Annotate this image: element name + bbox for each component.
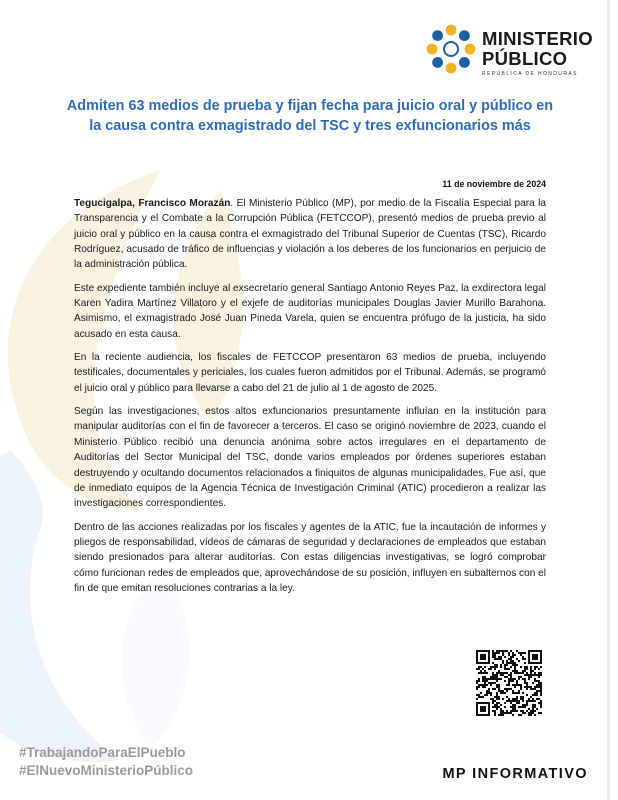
qr-code-icon[interactable] xyxy=(476,650,542,716)
body-paragraph: Según las investigaciones, estos altos exfuncionarios presuntamente influían en la institución para manipular auditorías con el fin de favorecer a terceros. El caso se originó noviembre de 2023, cuando el Ministerio Público recibió una denuncia anónima sobre actos irregulares en el departamento de Auditorías del Sector Municipal del TSC, donde varios empleados por órdenes superiores estaban destruyendo y ocultando documentos relacionados a finiquitos de algunas municipalidades. Fue así, que de inmediato equipos de la Agencia Técnica de Investigación Criminal (ATIC) procedieron a realizar las investigaciones correspondientes. xyxy=(74,406,546,510)
lead-paragraph xyxy=(74,196,546,273)
hashtag-trabajando: #TrabajandoParaElPueblo xyxy=(19,745,186,760)
page-edge-line xyxy=(607,0,610,800)
footer-brand: MP INFORMATIVO xyxy=(442,766,588,782)
hashtags xyxy=(19,744,193,780)
article-body xyxy=(74,196,546,604)
body-paragraph: Este expediente también incluye al exsecretario general Santiago Antonio Reyes Paz, la exdirectora legal Karen Yadira Martínez Villatoro y el exjefe de auditorías municipales Douglas Javier Murillo Barahona. Asimismo, el exmagistrado José Juan Pineda Varela, quien se encuentra prófugo de la justicia, ha sido acusado en esta causa. xyxy=(74,282,546,340)
body-paragraph: En la reciente audiencia, los fiscales de FETCCOP presentaron 63 medios de prueba, incluyendo testificales, documentales y periciales, los cuales fueron admitidos por el Tribunal. Además, se programó el juicio oral y público para llevarse a cabo del 21 de julio al 1 de agosto de 2025. xyxy=(74,352,546,394)
ministerio-publico-emblem-icon xyxy=(424,22,478,76)
logo-title-line2: PÚBLICO xyxy=(482,48,568,69)
lead-text: . El Ministerio Público (MP), por medio de la Fiscalía Especial para la Transparencia y el Combate a la Corrupción Pública (FETCCOP), presentó medios de prueba previo al juicio oral y público en la causa contra el exmagistrado del Tribunal Superior de Cuentas (TSC), Ricardo Rodríguez, acusado de tráfico de influencias y violación a los deberes de los funcionarios en perjuicio de la administración pública. xyxy=(74,198,547,271)
article-title: Admiten 63 medios de prueba y fijan fecha para juicio oral y público en la causa contra exmagistrado del TSC y tres exfuncionarios más xyxy=(66,98,554,134)
logo-title-line1: MINISTERIO xyxy=(482,28,593,49)
ministerio-publico-logo xyxy=(424,22,599,84)
body-paragraph: Dentro de las acciones realizadas por los fiscales y agentes de la ATIC, fue la incautación de informes y pliegos de responsabilidad, vídeos de cámaras de seguridad y declaraciones de empleados que estaban siendo presionados para alterar auditorías. Con estas diligencias investigativas, se logró comprobar cómo funcionan redes de empleados que, aprovechándose de su posición, influyen en subalternos con el fin de que emitan resoluciones contrarias a la ley. xyxy=(74,521,546,594)
article-date: 11 de noviembre de 2024 xyxy=(442,179,546,189)
dateline-location: Tegucigalpa, Francisco Morazán xyxy=(74,198,231,209)
hashtag-nuevo-ministerio: #ElNuevoMinisterioPúblico xyxy=(19,763,194,778)
logo-subtitle: REPÚBLICA DE HONDURAS xyxy=(482,71,578,77)
